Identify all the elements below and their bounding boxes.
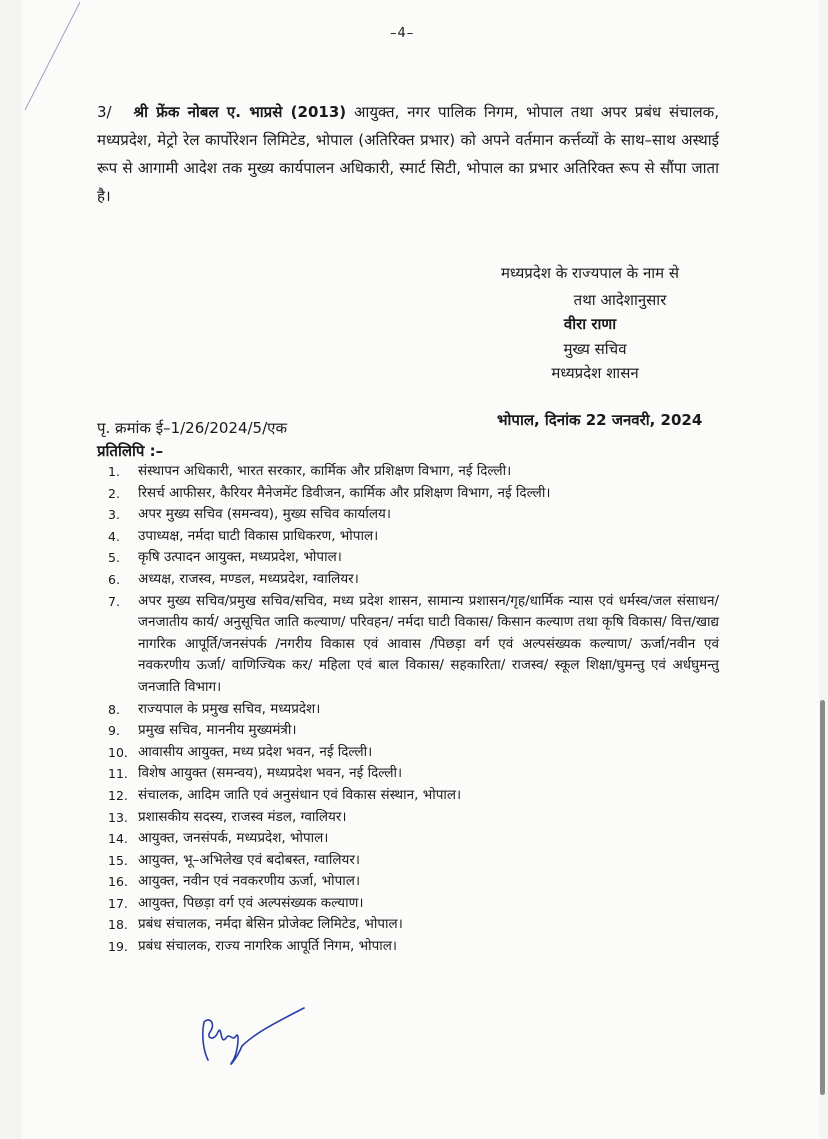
copy-item-text: प्रशासकीय सदस्य, राजस्व मंडल, ग्वालियर।	[138, 808, 347, 825]
copy-item-number: 6.	[108, 571, 120, 587]
page-number: –4–	[390, 26, 415, 41]
copy-item-text: आवासीय आयुक्त, मध्य प्रदेश भवन, नई दिल्ली।	[138, 743, 373, 760]
officer-name: श्री फ्रेंक नोबल ए. भाप्रसे (2013)	[133, 103, 347, 121]
copy-item-text: प्रबंध संचालक, नर्मदा बेसिन प्रोजेक्ट लिमिटेड, भोपाल।	[138, 916, 403, 933]
copy-list-item	[108, 591, 719, 699]
copy-item-number: 14.	[108, 831, 128, 847]
copy-list-item	[108, 569, 719, 591]
scrollbar[interactable]	[820, 700, 825, 1095]
copy-item-text: अपर मुख्य सचिव/प्रमुख सचिव/सचिव, मध्य प्रदेश शासन, सामान्य प्रशासन/गृह/धार्मिक न्यास एवं धर्मस्व/जल संसाधन/जनजातीय कार्य/ अनुसूचित जाति कल्याण/ परिवहन/ नर्मदा घाटी विकास/ किसान कल्याण तथा कृषि विकास/ वित्त/खाद्य नागरिक आपूर्ति/जनसंपर्क /नगरीय विकास एवं आवास /पिछड़ा वर्ग एवं अल्पसंख्यक कल्याण/ ऊर्जा/नवीन एवं नवकरणीय ऊर्जा/ वाणिज्यिक कर/ महिला एवं बाल विकास/ सहकारिता/ राजस्व/ स्कूल शिक्षा/घुमन्तु एवं अर्धघुमन्तु जनजाति विभाग।	[138, 592, 719, 695]
signatory-office: मध्यप्रदेश शासन	[551, 364, 639, 382]
handwritten-signature	[196, 1002, 326, 1072]
copy-item-number: 9.	[108, 723, 120, 739]
copy-item-text: आयुक्त, पिछड़ा वर्ग एवं अल्पसंख्यक कल्याण।	[138, 894, 364, 911]
copy-item-number: 13.	[108, 809, 128, 825]
copy-item-text: उपाध्यक्ष, नर्मदा घाटी विकास प्राधिकरण, भोपाल।	[138, 527, 379, 544]
signatory-line-2: तथा आदेशानुसार	[573, 291, 667, 309]
copy-item-text: प्रबंध संचालक, राज्य नागरिक आपूर्ति निगम, भोपाल।	[138, 938, 398, 955]
copy-item-text: रिसर्च आफीसर, कैरियर मैनेजमेंट डिवीजन, कार्मिक और प्रशिक्षण विभाग, नई दिल्ली।	[138, 484, 551, 501]
copy-item-text: आयुक्त, नवीन एवं नवकरणीय ऊर्जा, भोपाल।	[138, 873, 361, 890]
copy-item-number: 10.	[108, 744, 128, 760]
paragraph-text: आयुक्त, नगर पालिक निगम, भोपाल तथा अपर प्रबंध संचालक, मध्यप्रदेश, मेट्रो रेल कार्पोरेशन लिमिटेड, भोपाल (अतिरिक्त प्रभार) को अपने वर्तमान कर्त्तव्यों के साथ–साथ अस्थाई रूप से आगामी आदेश तक मुख्य कार्यपालन अधिकारी, स्मार्ट सिटी, भोपाल का प्रभार अतिरिक्त रूप से सौंपा जाता है।	[97, 103, 719, 205]
copy-item-text: आयुक्त, जनसंपर्क, मध्यप्रदेश, भोपाल।	[138, 830, 329, 847]
copy-list-item	[108, 893, 719, 915]
copy-item-number: 15.	[108, 852, 128, 868]
copy-item-text: संस्थापन अधिकारी, भारत सरकार, कार्मिक और प्रशिक्षण विभाग, नई दिल्ली।	[138, 463, 512, 479]
copy-item-text: आयुक्त, भू–अभिलेख एवं बदोबस्त, ग्वालियर।	[138, 851, 360, 868]
copy-item-text: विशेष आयुक्त (समन्वय), मध्यप्रदेश भवन, नई दिल्ली।	[138, 765, 403, 782]
copy-item-number: 17.	[108, 895, 128, 911]
copy-list-item	[108, 720, 719, 742]
copy-item-text: प्रमुख सचिव, माननीय मुख्यमंत्री।	[138, 722, 297, 739]
copy-heading: प्रतिलिपि :–	[97, 442, 164, 460]
order-paragraph	[97, 98, 719, 210]
copy-list-item	[108, 936, 719, 958]
copy-list-item	[108, 547, 719, 569]
copy-item-text: संचालक, आदिम जाति एवं अनुसंधान एवं विकास संस्थान, भोपाल।	[138, 786, 462, 803]
copy-item-number: 2.	[108, 485, 120, 501]
copy-list-item	[108, 742, 719, 764]
copy-item-text: अध्यक्ष, राजस्व, मण्डल, मध्यप्रदेश, ग्वालियर।	[138, 570, 359, 587]
copy-item-number: 12.	[108, 787, 128, 803]
copy-item-text: अपर मुख्य सचिव (समन्वय), मुख्य सचिव कार्यालय।	[138, 506, 391, 523]
copy-item-number: 5.	[108, 550, 120, 566]
copy-list-item	[108, 483, 719, 505]
copy-list-item	[108, 504, 719, 526]
copy-list-item	[108, 828, 719, 850]
signatory-line-1: मध्यप्रदेश के राज्यपाल के नाम से	[500, 264, 680, 282]
signatory-designation: मुख्य सचिव	[563, 340, 627, 358]
copy-list-item	[108, 871, 719, 893]
copy-list-item	[108, 699, 719, 721]
copy-list-item	[108, 763, 719, 785]
copy-list-item	[108, 461, 719, 483]
copy-item-number: 19.	[108, 939, 128, 955]
paragraph-number: 3/	[97, 103, 112, 121]
copy-item-text: कृषि उत्पादन आयुक्त, मध्यप्रदेश, भोपाल।	[138, 549, 342, 566]
copy-item-number: 4.	[108, 528, 120, 544]
copy-item-number: 16.	[108, 874, 128, 890]
copy-item-number: 8.	[108, 701, 120, 717]
copy-list-item	[108, 526, 719, 548]
copy-list	[108, 461, 719, 958]
signatory-name: वीरा राणा	[563, 315, 617, 333]
copy-item-text: राज्यपाल के प्रमुख सचिव, मध्यप्रदेश।	[138, 700, 321, 717]
copy-item-number: 18.	[108, 917, 128, 933]
copy-list-item	[108, 850, 719, 872]
place-date: भोपाल, दिनांक 22 जनवरी, 2024	[497, 411, 703, 429]
page-fold-line	[22, 0, 82, 120]
copy-item-number: 11.	[108, 766, 128, 782]
copy-item-number: 3.	[108, 507, 120, 523]
reference-number: पृ. क्रमांक ई–1/26/2024/5/एक	[97, 419, 287, 437]
copy-list-item	[108, 807, 719, 829]
copy-list-item	[108, 785, 719, 807]
copy-list-item	[108, 914, 719, 936]
copy-item-number: 7.	[108, 593, 120, 609]
copy-item-number: 1.	[108, 464, 120, 479]
